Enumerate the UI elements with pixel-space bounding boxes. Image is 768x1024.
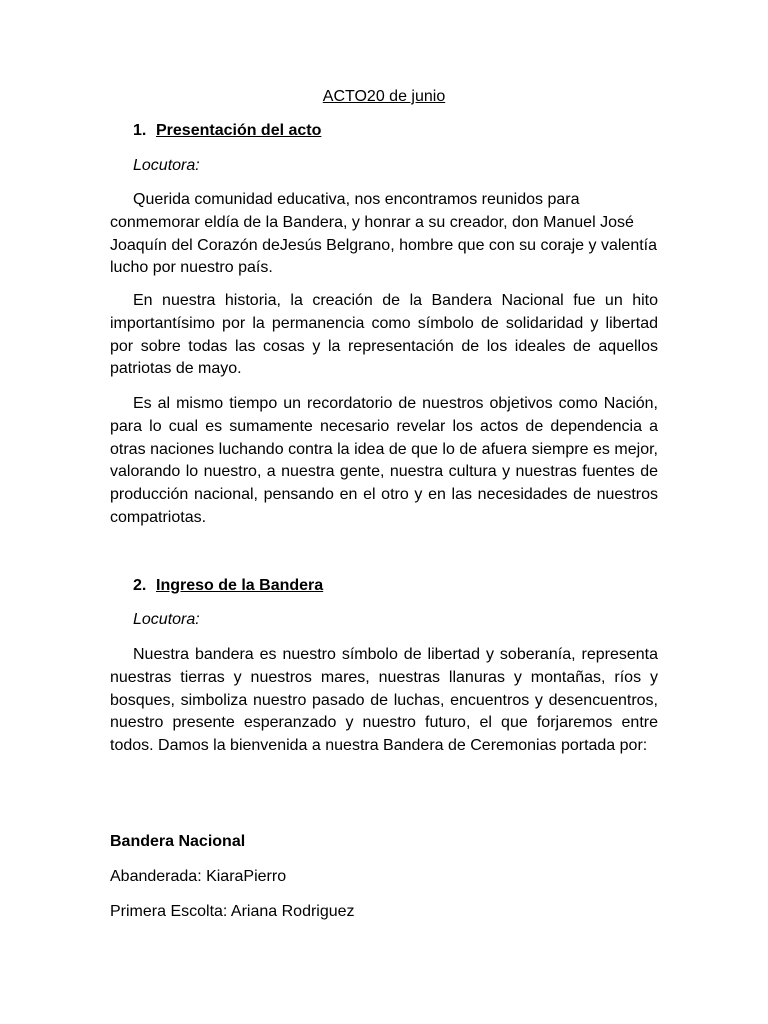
first-escort: Primera Escolta: Ariana Rodriguez [110, 903, 355, 920]
speaker-label: Locutora: [133, 611, 200, 628]
section-number: 1. [133, 122, 147, 139]
flag-bearer: Abanderada: KiaraPierro [110, 868, 287, 885]
paragraph: Es al mismo tiempo un recordatorio de nuestros objetivos como Nación, para lo cual es sumamente necesario revelar los actos de dependencia a otras naciones luchando contra la idea de que lo de afuera siempre es mejor, valorando lo nuestro, a nuestra gente, nuestra cultura y nuestras fuentes de producción nacional, pensando en el otro y en las necesidades de nuestros compatriotas. [110, 395, 658, 526]
paragraph: Nuestra bandera es nuestro símbolo de libertad y soberanía, representa nuestras tierras y nuestros mares, nuestras llanuras y montañas, ríos y bosques, simboliza nuestro pasado de luchas, encuentros y desencuentros, nuestro presente esperanzado y nuestro futuro, el que forjaremos entre todos. Damos la bienvenida a nuestra Bandera de Ceremonias portada por: [110, 646, 658, 755]
paragraph: En nuestra historia, la creación de la Bandera Nacional fue un hito importantísimo por la permanencia como símbolo de solidaridad y libertad por sobre todas las cosas y la representación de los ideales de aquellos patriotas de mayo. [110, 292, 658, 378]
speaker-label: Locutora: [133, 157, 200, 174]
section-heading-2 [133, 575, 323, 597]
document-title: ACTO20 de junio [322, 88, 446, 105]
flag-section-title: Bandera Nacional [110, 833, 246, 850]
section-heading-1 [133, 120, 321, 142]
section-title: Presentación del acto [156, 122, 322, 139]
paragraph: Querida comunidad educativa, nos encontramos reunidos para conmemorar eldía de la Bandera, y honrar a su creador, don Manuel José Joaquín del Corazón deJesús Belgrano, hombre que con su coraje y valentía lucho por nuestro país. [110, 191, 658, 277]
section-title: Ingreso de la Bandera [156, 577, 324, 594]
section-number: 2. [133, 577, 147, 594]
